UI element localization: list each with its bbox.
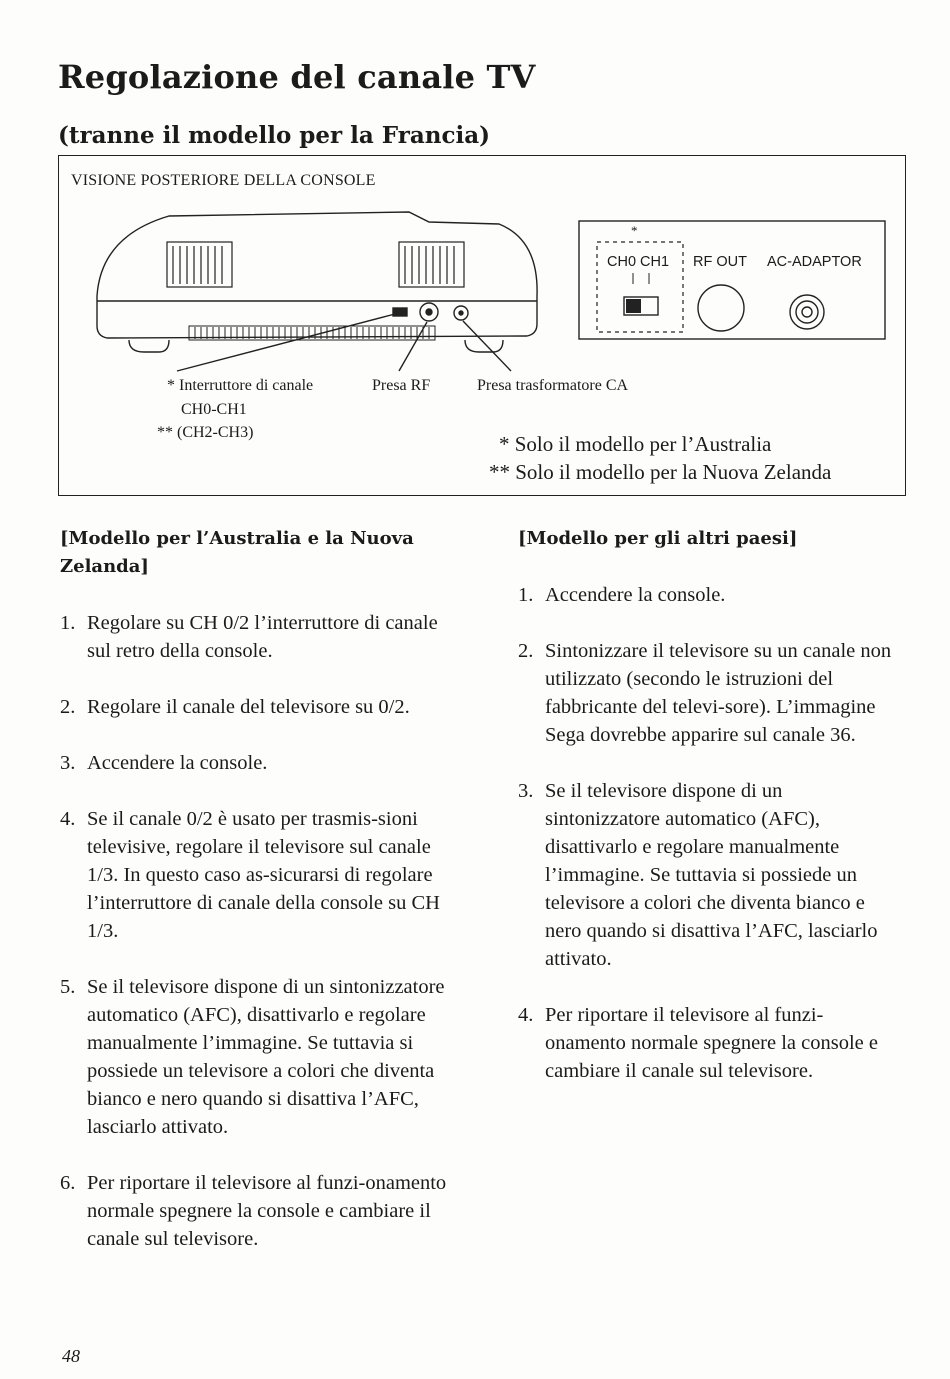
inset-rf-out-label: RF OUT [693, 254, 747, 270]
step-text: Accendere la console. [545, 584, 726, 606]
callout-line-ca [463, 321, 511, 371]
callout-line-rf [399, 322, 427, 371]
step-number: 4. [518, 1004, 534, 1026]
figure-box [58, 155, 906, 496]
step-text: Per riportare il televisore al funzi-onamento normale spegnere la console e cambiare il canale sul televisore. [87, 1172, 447, 1250]
left-steps-list [60, 609, 460, 1253]
page-number: 48 [62, 1346, 80, 1366]
left-step-5 [60, 973, 460, 1141]
step-number: 4. [60, 808, 76, 830]
foot-right [465, 340, 503, 352]
left-step-2 [60, 693, 460, 721]
inset-star: * [631, 223, 638, 238]
console-rear-illustration [59, 156, 907, 497]
right-step-4 [518, 1001, 898, 1085]
inset-ch0ch1-label: CH0 CH1 [607, 254, 670, 270]
right-step-3 [518, 777, 898, 973]
callout-presa-rf: Presa RF [372, 377, 431, 394]
right-column [518, 525, 898, 1085]
foot-left [129, 340, 169, 352]
step-number: 2. [60, 696, 76, 718]
vent-right [399, 242, 464, 287]
step-number: 5. [60, 976, 76, 998]
right-column-heading: [Modello per gli altri paesi] [518, 528, 798, 549]
step-text: Regolare il canale del televisore su 0/2. [87, 696, 410, 718]
step-text: Accendere la console. [87, 752, 268, 774]
step-number: 3. [518, 780, 534, 802]
left-step-3 [60, 749, 460, 777]
note-new-zealand: ** Solo il modello per la Nuova Zelanda [489, 460, 832, 484]
left-step-6 [60, 1169, 460, 1253]
page-subtitle: (tranne il modello per la Francia) [58, 122, 490, 149]
left-step-4 [60, 805, 460, 945]
left-step-1 [60, 609, 460, 665]
callout-switch-channels: CH0-CH1 [181, 401, 247, 418]
inset-ac-port-outer [790, 295, 824, 329]
right-steps-list [518, 581, 898, 1085]
console-channel-switch [393, 308, 407, 316]
right-step-2 [518, 637, 898, 749]
step-number: 1. [60, 612, 76, 634]
callout-switch-nz-channels: ** (CH2-CH3) [157, 424, 254, 441]
callout-presa-ca: Presa trasformatore CA [477, 377, 629, 394]
inset-rf-out-port [698, 285, 744, 331]
step-text: Regolare su CH 0/2 l’interruttore di canale sul retro della console. [87, 612, 438, 662]
vent-left [167, 242, 232, 287]
step-text: Se il televisore dispone di un sintonizzatore automatico (AFC), disattivarlo e regolare manualmente l’immagine. Se tuttavia si possiede un televisore a colori che diventa bianco e nero quando si disattiva l’AFC, lasciarlo attivato. [545, 780, 878, 970]
step-number: 1. [518, 584, 534, 606]
step-number: 3. [60, 752, 76, 774]
note-australia: * Solo il modello per l’Australia [499, 432, 772, 456]
step-text: Per riportare il televisore al funzi-onamento normale spegnere la console e cambiare il canale sul televisore. [545, 1004, 878, 1082]
console-body [97, 212, 537, 338]
figure-caption: VISIONE POSTERIORE DELLA CONSOLE [71, 172, 376, 189]
callout-line-switch [177, 314, 395, 371]
inset-panel [579, 221, 885, 339]
left-column-heading: [Modello per l’Australia e la Nuova Zelanda] [60, 528, 414, 577]
left-column [60, 525, 460, 1253]
step-number: 6. [60, 1172, 76, 1194]
callout-switch-label: * Interruttore di canale [167, 377, 314, 394]
inset-ac-adaptor-label: AC-ADAPTOR [767, 254, 862, 270]
step-text: Se il canale 0/2 è usato per trasmis-sioni televisive, regolare il televisore sul canale 1/3. In questo caso as-sicurarsi di regolare l’interruttore di canale della console su CH 1/3. [87, 808, 440, 942]
step-number: 2. [518, 640, 534, 662]
step-text: Se il televisore dispone di un sintonizzatore automatico (AFC), disattivarlo e regolare manualmente l’immagine. Se tuttavia si possiede un televisore a colori che diventa bianco e nero quando si disattiva l’AFC, lasciarlo attivato. [87, 976, 445, 1138]
step-text: Sintonizzare il televisore su un canale non utilizzato (secondo le istruzioni del fabbricante del televi-sore). L’immagine Sega dovrebbe apparire sul canale 36. [545, 640, 892, 746]
right-step-1 [518, 581, 898, 609]
page-title: Regolazione del canale TV [58, 58, 536, 96]
